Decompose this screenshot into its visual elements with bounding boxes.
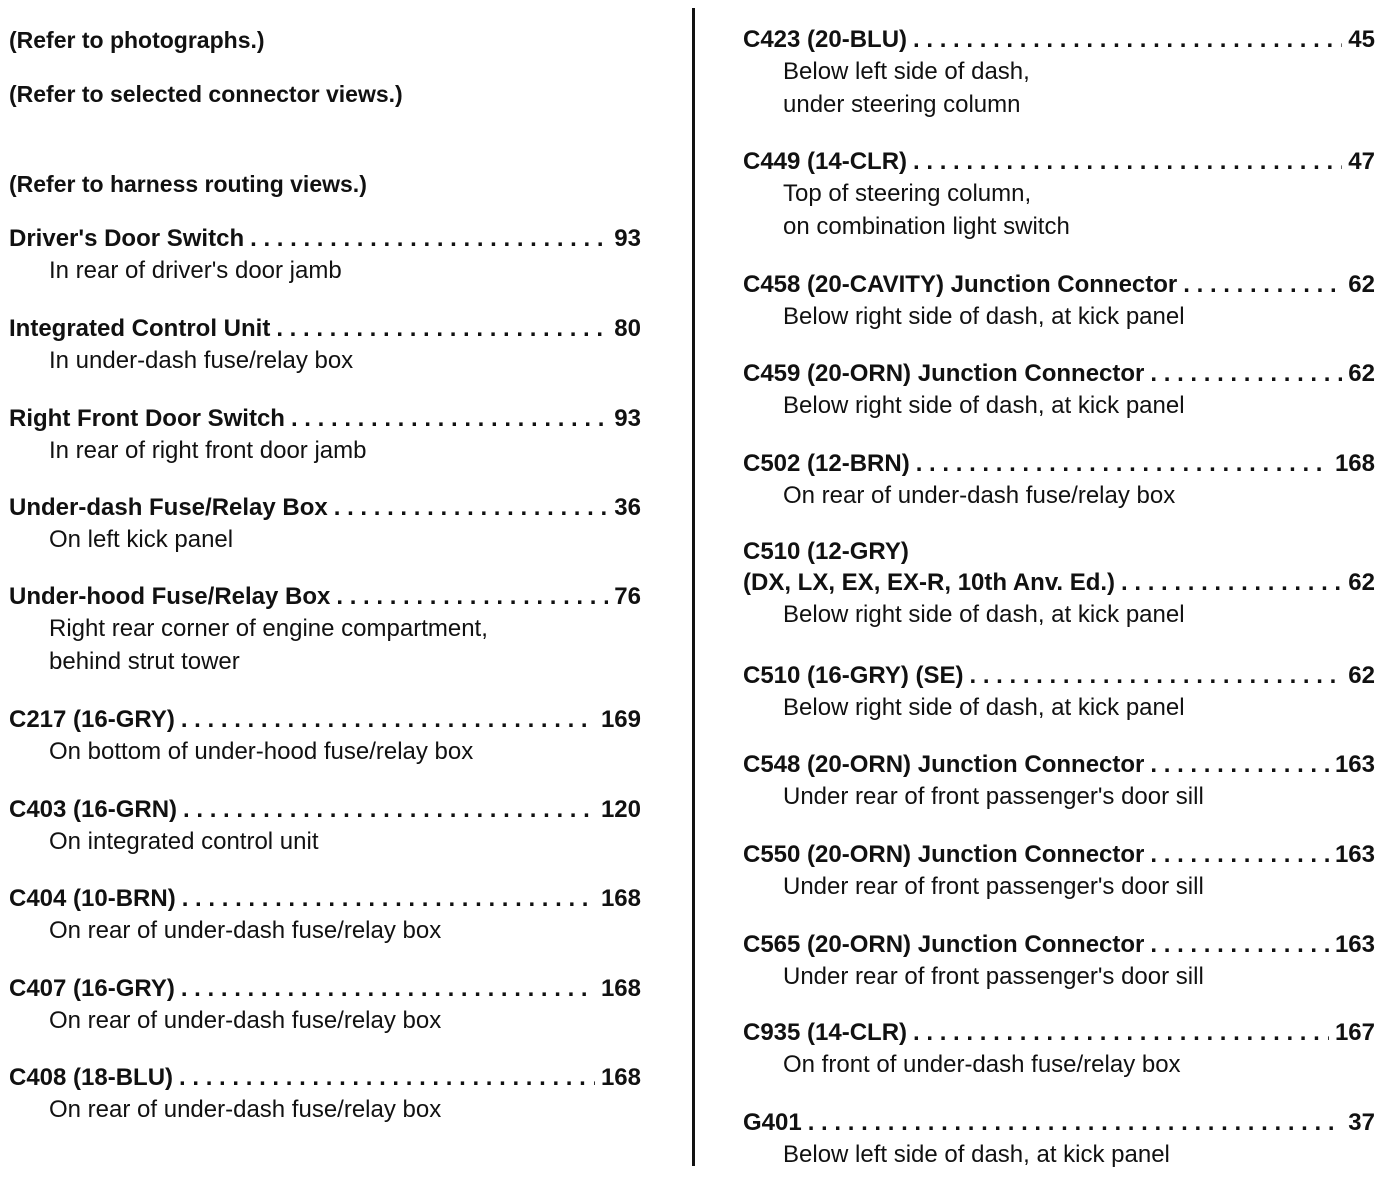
entry-location: In rear of right front door jamb [49,437,367,464]
page-number: 163 [1334,931,1375,958]
entry-heading [743,359,1375,389]
entry-title: C408 (18-BLU) [9,1064,174,1091]
leader-dots [276,314,608,344]
page-number: 93 [614,405,641,432]
entry-title: C407 (16-GRY) [9,975,175,1002]
index-entry [9,974,641,1037]
index-entry [743,1018,1375,1081]
index-entry [9,884,641,947]
page-number: 37 [1348,1109,1375,1136]
entry-heading [9,224,641,254]
leader-dots [913,25,1342,55]
page-number: 120 [600,796,641,823]
entry-location: Below right side of dash, at kick panel [783,392,1185,419]
index-entry [9,1063,641,1126]
reference-note: (Refer to photographs.) [9,27,265,53]
entry-heading [9,795,641,825]
index-entry [9,795,641,858]
page-number: 45 [1348,26,1375,53]
entry-title: G401 [743,1109,802,1136]
page-number: 168 [600,1064,641,1091]
index-entry [743,840,1375,903]
entry-title: C935 (14-CLR) [743,1019,908,1046]
entry-heading [9,404,641,434]
page-number: 76 [614,583,641,610]
index-entry [743,750,1375,813]
leader-dots [1150,930,1329,960]
page-number: 93 [614,225,641,252]
page-number: 62 [1348,271,1375,298]
leader-dots [183,795,595,825]
index-entry [743,661,1375,724]
entry-title: Under-hood Fuse/Relay Box [9,583,331,610]
entry-heading [743,840,1375,870]
leader-dots [1121,568,1342,598]
entry-location: Right rear corner of engine compartment, [49,615,488,642]
entry-heading [743,661,1375,691]
page-number: 62 [1348,662,1375,689]
entry-title: C510 (16-GRY) (SE) [743,662,964,689]
entry-location: On rear of under-dash fuse/relay box [783,482,1176,509]
page-number: 168 [600,885,641,912]
entry-title: Integrated Control Unit [9,315,271,342]
page-number: 168 [1334,450,1375,477]
entry-title: C449 (14-CLR) [743,148,908,175]
leader-dots [334,493,609,523]
entry-location: On left kick panel [49,526,234,553]
page-number: 169 [600,706,641,733]
leader-dots [179,1063,595,1093]
leader-dots [181,705,595,735]
leader-dots [808,1108,1343,1138]
entry-title: Right Front Door Switch [9,405,285,432]
entry-title: C458 (20-CAVITY) Junction Connector [743,271,1178,298]
entry-location: Below right side of dash, at kick panel [783,694,1185,721]
index-entry [9,404,641,467]
entry-location: On front of under-dash fuse/relay box [783,1051,1181,1078]
index-entry [743,147,1375,243]
index-entry [743,25,1375,121]
entry-title: C510 (12-GRY) [743,538,909,565]
entry-heading [9,884,641,914]
leader-dots [291,404,608,434]
entry-heading [743,147,1375,177]
entry-heading [743,25,1375,55]
entry-location: Below right side of dash, at kick panel [783,303,1185,330]
leader-dots [1150,359,1342,389]
entry-location: On rear of under-dash fuse/relay box [49,917,442,944]
leader-dots [250,224,608,254]
entry-location: Under rear of front passenger's door sill [783,963,1204,990]
entry-heading [743,750,1375,780]
index-entry [743,1108,1375,1171]
entry-title: C423 (20-BLU) [743,26,908,53]
entry-heading [9,1063,641,1093]
entry-location: On integrated control unit [49,828,319,855]
index-entry [9,314,641,377]
entry-heading [743,930,1375,960]
entry-heading [9,314,641,344]
entry-heading [9,493,641,523]
entry-location: Below left side of dash, at kick panel [783,1141,1170,1168]
column-divider [692,8,695,1166]
entry-heading [9,582,641,612]
entry-location: Below left side of dash, [783,58,1030,85]
entry-title: C217 (16-GRY) [9,706,175,733]
index-entry [9,582,641,678]
page-number: 62 [1348,569,1375,596]
entry-title: C403 (16-GRN) [9,796,178,823]
reference-note: (Refer to harness routing views.) [9,171,367,197]
index-entry [743,536,1375,631]
index-entry [9,705,641,768]
entry-title: (DX, LX, EX, EX-R, 10th Anv. Ed.) [743,569,1116,596]
entry-location: On bottom of under-hood fuse/relay box [49,738,474,765]
leader-dots [182,884,595,914]
entry-location: behind strut tower [49,648,240,675]
entry-location: In under-dash fuse/relay box [49,347,354,374]
page-number: 168 [600,975,641,1002]
index-entry [9,493,641,556]
page-number: 167 [1334,1019,1375,1046]
entry-location: on combination light switch [783,213,1070,240]
entry-location: On rear of under-dash fuse/relay box [49,1007,442,1034]
entry-heading [743,568,1375,598]
index-entry [9,224,641,287]
reference-note: (Refer to selected connector views.) [9,81,403,107]
leader-dots [1150,750,1329,780]
entry-title: C502 (12-BRN) [743,450,910,477]
entry-location: In rear of driver's door jamb [49,257,342,284]
entry-heading [743,270,1375,300]
index-entry [743,449,1375,512]
entry-title: C550 (20-ORN) Junction Connector [743,841,1145,868]
entry-location: Top of steering column, [783,180,1032,207]
entry-title: C404 (10-BRN) [9,885,176,912]
entry-heading [9,974,641,1004]
entry-heading [9,705,641,735]
leader-dots [916,449,1329,479]
entry-location: Under rear of front passenger's door sill [783,873,1204,900]
page-number: 80 [614,315,641,342]
page-number: 163 [1334,751,1375,778]
leader-dots [181,974,595,1004]
entry-location: under steering column [783,91,1021,118]
page-number: 62 [1348,360,1375,387]
page-number: 163 [1334,841,1375,868]
index-entry [743,359,1375,422]
index-entry [743,270,1375,333]
page-number: 47 [1348,148,1375,175]
entry-title: C548 (20-ORN) Junction Connector [743,751,1145,778]
entry-location: On rear of under-dash fuse/relay box [49,1096,442,1123]
entry-heading [743,449,1375,479]
entry-title: Under-dash Fuse/Relay Box [9,494,328,521]
entry-title: C565 (20-ORN) Junction Connector [743,931,1145,958]
index-entry [743,930,1375,993]
entry-heading [743,1018,1375,1048]
entry-heading [743,1108,1375,1138]
entry-location: Below right side of dash, at kick panel [783,601,1185,628]
entry-title: Driver's Door Switch [9,225,245,252]
leader-dots [1183,270,1342,300]
leader-dots [913,147,1342,177]
leader-dots [1150,840,1329,870]
page-number: 36 [614,494,641,521]
entry-location: Under rear of front passenger's door sill [783,783,1204,810]
leader-dots [913,1018,1329,1048]
entry-title: C459 (20-ORN) Junction Connector [743,360,1145,387]
leader-dots [336,582,608,612]
leader-dots [970,661,1343,691]
